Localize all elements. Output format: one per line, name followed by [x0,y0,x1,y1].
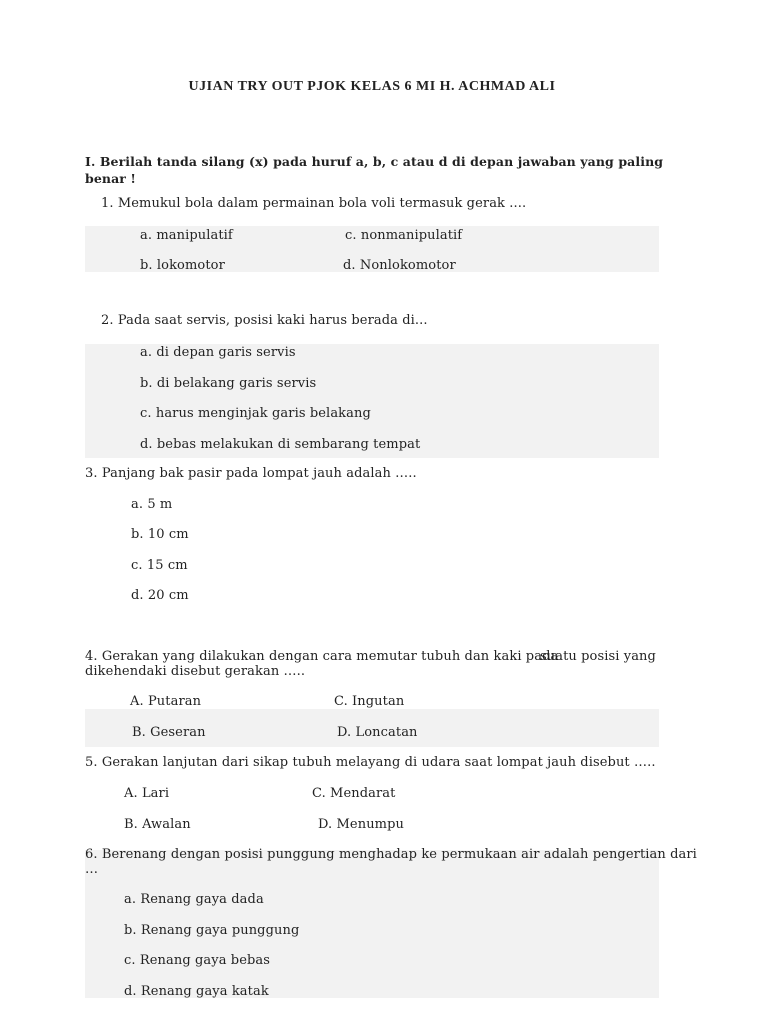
q4-option-a: A. Putaran [130,694,202,709]
section-instruction-line1: I. Berilah tanda silang (x) pada huruf a, b, c atau d di depan jawaban yang paling [85,154,664,169]
exam-title: UJIAN TRY OUT PJOK KELAS 6 MI H. ACHMAD ALI [188,79,556,94]
q1-option-c: c. nonmanipulatif [345,228,463,243]
q5-option-d: D. Menumpu [318,817,404,832]
q2-option-d: d. bebas melakukan di sembarang tempat [140,437,421,452]
q5-option-c: C. Mendarat [312,786,396,801]
question-4-line2: dikehendaki disebut gerakan ….. [85,664,306,679]
q3-option-c: c. 15 cm [131,558,188,573]
question-6-line1: 6. Berenang dengan posisi punggung menghadap ke permukaan air adalah pengertian dari [85,847,697,862]
question-4-line1-part1: 4. Gerakan yang dilakukan dengan cara memutar tubuh dan kaki pada [85,649,559,664]
question-3: 3. Panjang bak pasir pada lompat jauh adalah ….. [85,466,417,481]
question-6-line2: … [85,862,99,877]
q5-option-a: A. Lari [124,786,170,801]
q6-option-b: b. Renang gaya punggung [124,923,300,938]
question-2: 2. Pada saat servis, posisi kaki harus berada di... [101,313,428,328]
q1-option-d: d. Nonlokomotor [343,258,456,273]
q3-option-a: a. 5 m [131,497,173,512]
question-5: 5. Gerakan lanjutan dari sikap tubuh melayang di udara saat lompat jauh disebut ….. [85,755,656,770]
q3-option-d: d. 20 cm [131,588,189,603]
q2-option-a: a. di depan garis servis [140,345,296,360]
q5-option-b: B. Awalan [124,817,191,832]
q3-option-b: b. 10 cm [131,527,189,542]
q6-option-a: a. Renang gaya dada [124,892,264,907]
question-4-line1-part2: suatu posisi yang [540,649,656,664]
q4-option-d: D. Loncatan [337,725,418,740]
q6-option-c: c. Renang gaya bebas [124,953,271,968]
q2-option-b: b. di belakang garis servis [140,376,317,391]
q4-option-c: C. Ingutan [334,694,405,709]
q6-option-d: d. Renang gaya katak [124,984,269,999]
q1-option-b: b. lokomotor [140,258,225,273]
q2-option-c: c. harus menginjak garis belakang [140,406,371,421]
question-1: 1. Memukul bola dalam permainan bola voli termasuk gerak .... [101,196,527,211]
q1-option-a: a. manipulatif [140,228,233,243]
q4-option-b: B. Geseran [132,725,206,740]
section-instruction-line2: benar ! [85,171,137,186]
